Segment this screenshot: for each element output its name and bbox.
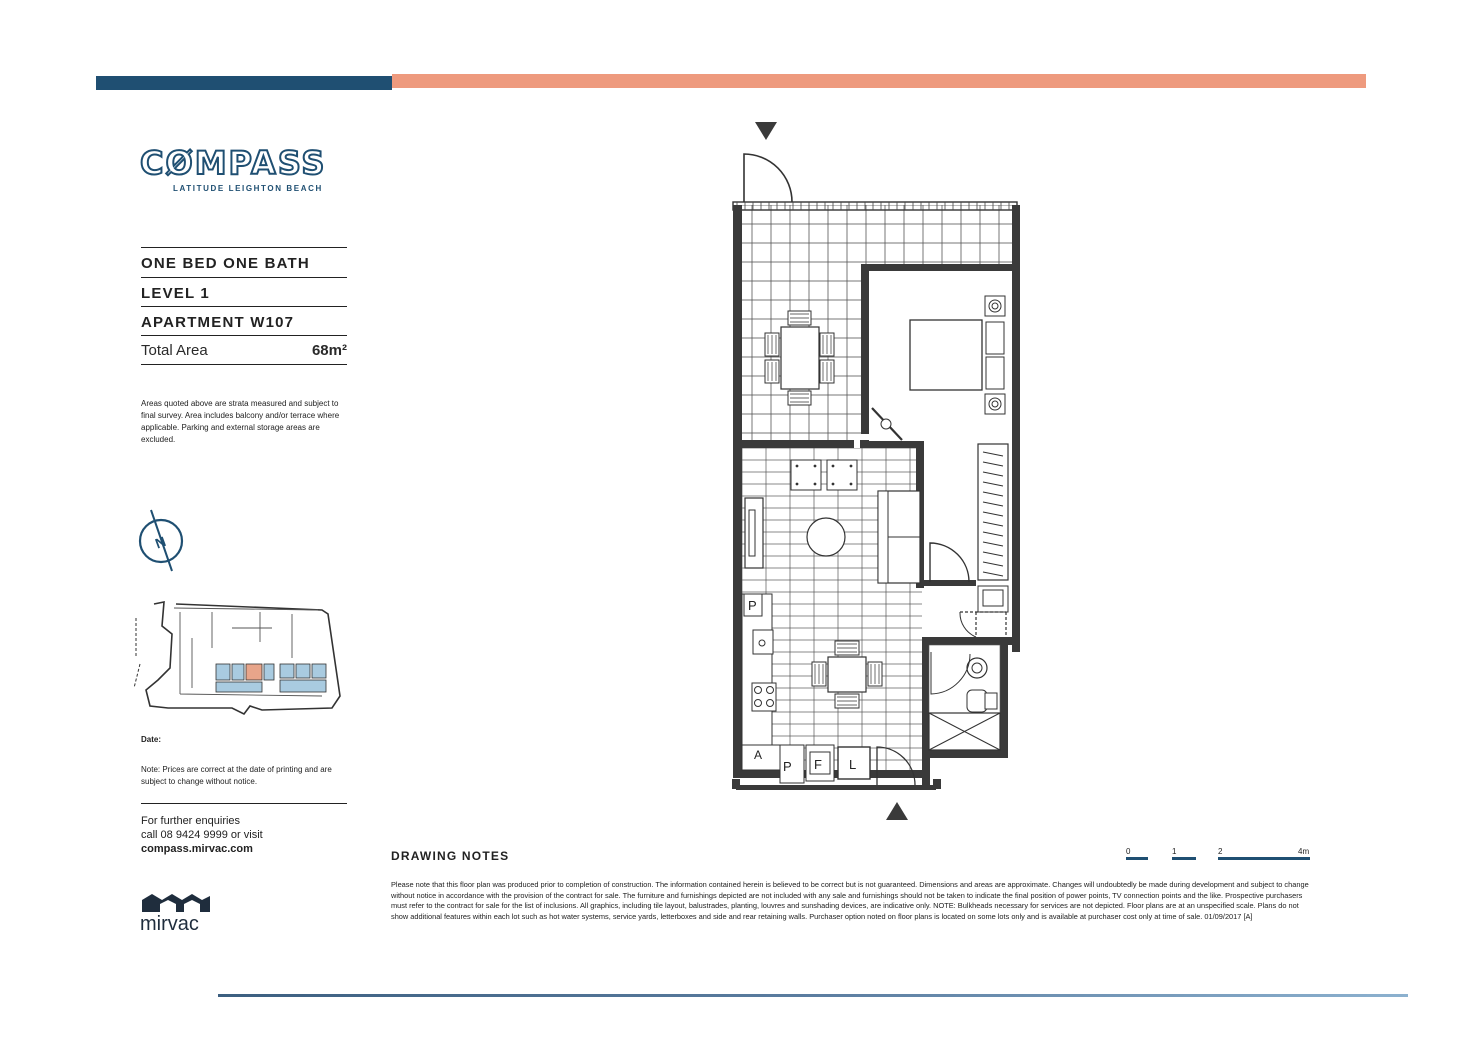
scale-1: 1 [1172,847,1177,856]
compass-logo [140,144,350,193]
total-area-label: Total Area [141,341,208,359]
price-note: Note: Prices are correct at the date of printing and are subject to change without notice. [141,765,332,786]
linen-label: L [849,757,857,772]
total-area-value: 68m² [311,341,347,359]
header-band-coral [392,74,1366,88]
pantry2-label: P [783,759,792,774]
total-area-row [141,335,347,365]
logo-subtitle: LATITUDE LEIGHTON BEACH [173,184,323,193]
scale-0: 0 [1126,847,1131,856]
north-label: N [152,533,168,552]
drawing-notes-title: DRAWING NOTES [391,849,510,863]
header-band-navy [96,76,392,90]
floor-plan [700,110,1060,830]
balcony-dining-table [781,327,819,389]
pantry-label: P [748,598,757,613]
drawing-notes-body: Please note that this floor plan was produced prior to completion of construction. The information contained herein is believed to be correct but is not guaranteed. Dimensions and areas are approximate. Changes will undoubtedly be made during development and subject to change without notice in accordance with the provision of the contract for sale. The furniture and furnishings depicted are not included with any sale and furnishings should not be taken to indicate the final position of power points, TV connection points and the like. Prospective purchasers must refer to the contract for sale for the list of inclusions. All graphics, including tile layout, balustrades, planting, louvres and sunshading devices, are indicative only. NOTE: Bulkheads necessary for services are not depicted. Floor plans are at an unspecified scale. Plans do not show additional features within each lot such as hot water systems, service yards, letterboxes and side and rear retaining walls. Purchaser option noted on floor plans is located on some lots only and is available at purchaser cost only at time of sale. 01/09/2017 [A] [391,880,1309,921]
enquiries-block [141,814,263,856]
apartment-number: APARTMENT W107 [141,306,347,336]
date-label: Date: [141,735,162,744]
mirvac-wordmark: mirvac [140,913,199,935]
scale-4m: 4m [1298,847,1310,856]
coffee-table [807,518,845,556]
north-arrow-icon [136,508,188,574]
apartment-type: ONE BED ONE BATH [141,247,347,277]
mirvac-mark-icon [140,892,212,912]
area-note: Areas quoted above are strata measured and subject to final survey. Area includes balcony and/or terrace where applicable. Parking and external storage areas are excluded. [141,399,340,444]
logo-wordmark: CØMPASS [140,144,327,182]
footer-line [218,994,1408,997]
bed [910,320,982,390]
enquiries-line1: For further enquiries [141,815,241,827]
site-keyplan [132,598,346,720]
scale-bar [1120,844,1316,864]
aircon-label: A [754,748,763,762]
dining-table [828,657,866,692]
entry-marker-bottom [886,802,908,820]
enquiries-line2: call 08 9424 9999 or visit [141,829,263,841]
apartment-level: LEVEL 1 [141,277,347,307]
entry-marker-top [755,122,777,140]
divider [141,803,347,804]
fridge-label: F [814,757,822,772]
enquiries-url[interactable]: compass.mirvac.com [141,843,253,855]
mirvac-logo [140,892,212,936]
scale-2: 2 [1218,847,1223,856]
site-highlight-unit [246,664,262,680]
